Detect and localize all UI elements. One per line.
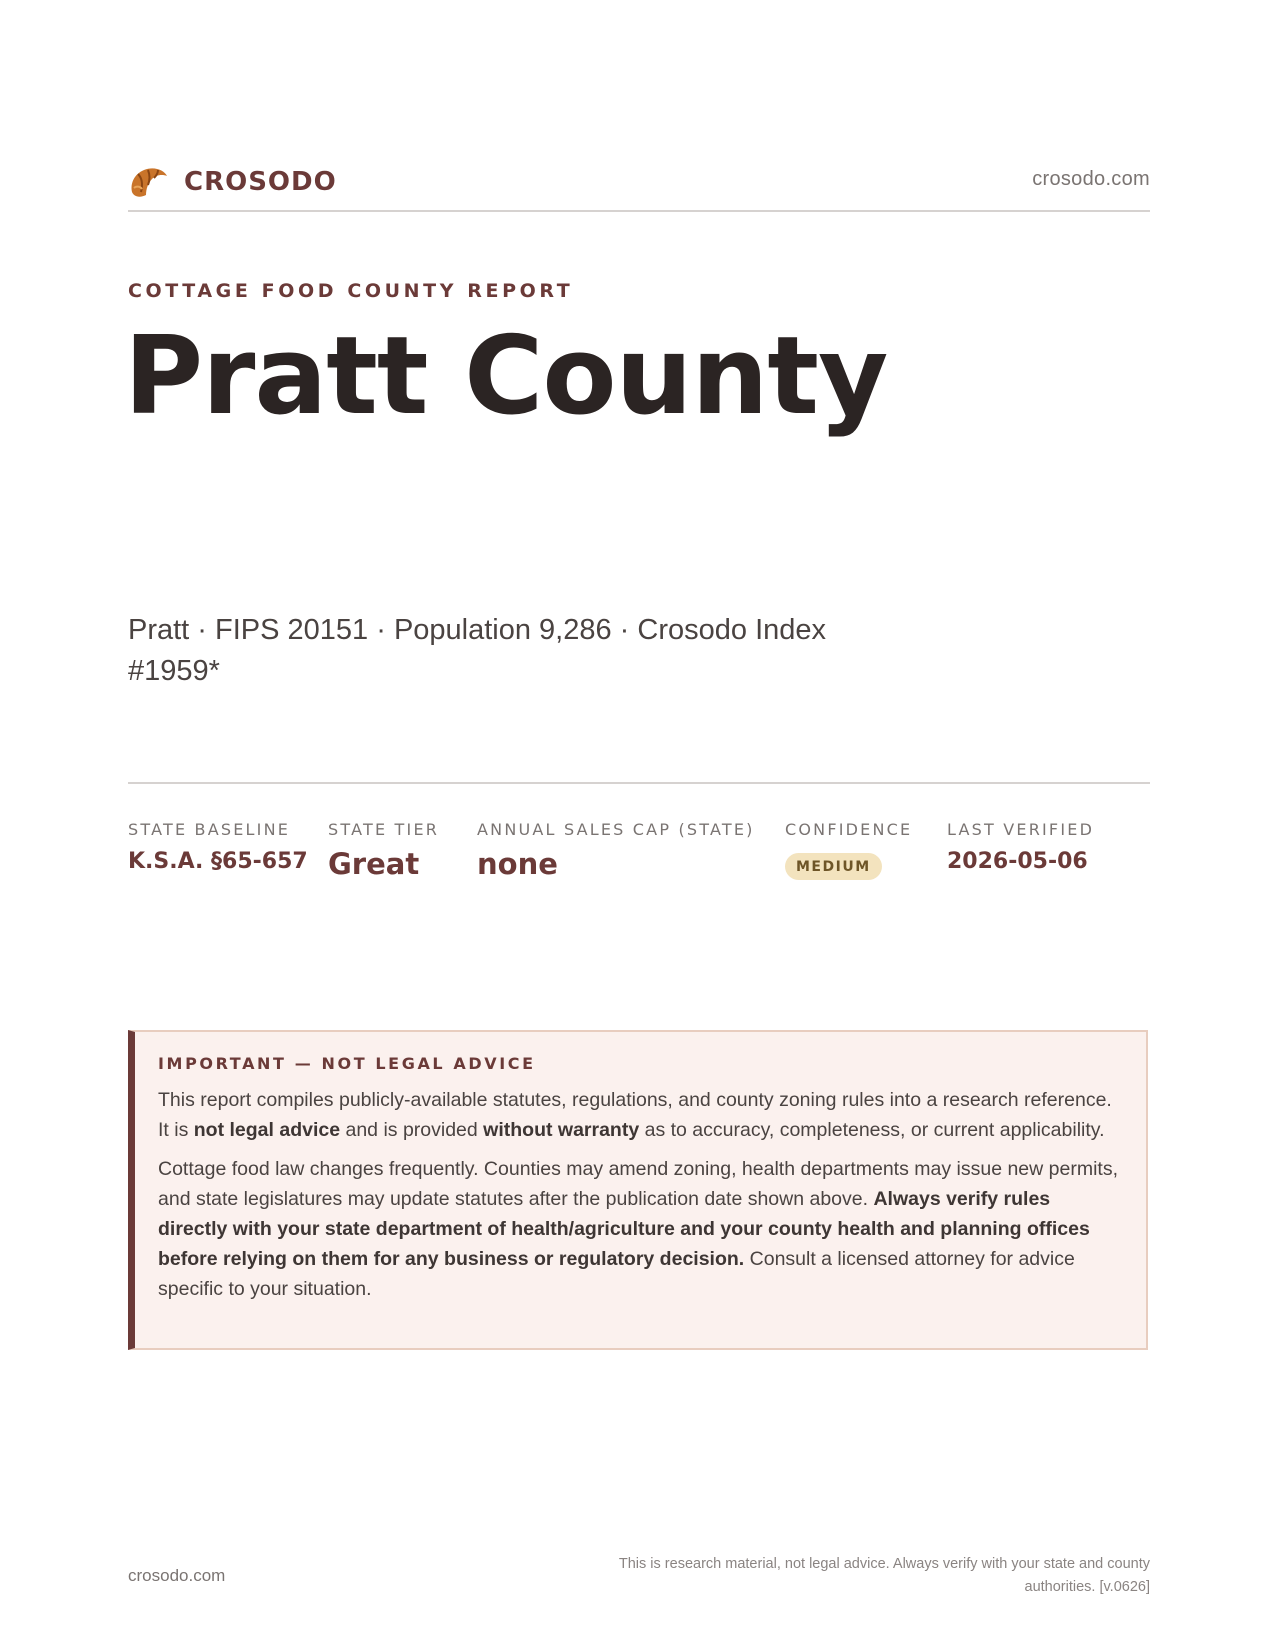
stat-label: LAST VERIFIED <box>947 820 1095 839</box>
stat-value: 2026-05-06 <box>947 849 1088 874</box>
stat-value: K.S.A. §65-657 <box>128 849 308 874</box>
confidence-badge: MEDIUM <box>785 853 882 880</box>
page-header <box>128 158 1150 212</box>
stat-confidence <box>785 820 912 880</box>
disclaimer-paragraph: This report compiles publicly-available statutes, regulations, and county zoning rules into a research reference. It is not legal advice and is provided without warranty as to accuracy, completeness, or current applicability. <box>158 1089 1112 1141</box>
brand[interactable] <box>128 162 337 202</box>
croissant-icon <box>128 162 170 202</box>
stat-label: CONFIDENCE <box>785 820 913 839</box>
footer-site-link[interactable]: crosodo.com <box>128 1566 226 1585</box>
stat-annual-sales-cap <box>477 820 755 881</box>
disclaimer-paragraph: Cottage food law changes frequently. Counties may amend zoning, health departments may issue new permits, and state legislatures may update statutes after the publication date shown above. Always verify rules directly with your state department of health/agriculture and your county health and planning offices before relying on them for any business or regulatory decision. Consult a licensed attorney for advice specific to your situation. <box>158 1158 1118 1300</box>
report-page <box>124 0 1150 1650</box>
legal-disclaimer-box <box>128 1030 1148 1350</box>
disclaimer-title: IMPORTANT — NOT LEGAL ADVICE <box>158 1054 536 1073</box>
stat-value: Great <box>328 847 420 881</box>
page-title: Pratt County <box>124 314 888 439</box>
brand-name: CROSODO <box>184 167 337 197</box>
stat-label: ANNUAL SALES CAP (STATE) <box>477 820 755 839</box>
stat-state-baseline <box>128 820 308 874</box>
county-summary: Pratt · FIPS 20151 · Population 9,286 · Crosodo Index #1959* <box>128 614 827 687</box>
site-url-link[interactable]: crosodo.com <box>1032 168 1150 190</box>
stat-state-tier <box>328 820 439 881</box>
stat-last-verified <box>947 820 1094 874</box>
stat-value: none <box>477 847 558 881</box>
report-eyebrow: COTTAGE FOOD COUNTY REPORT <box>128 280 574 302</box>
stat-label: STATE BASELINE <box>128 820 291 839</box>
stats-row <box>128 782 1150 904</box>
stat-label: STATE TIER <box>328 820 440 839</box>
footer-disclaimer: This is research material, not legal advice. Always verify with your state and county authorities. [v.0626] <box>618 1556 1150 1595</box>
